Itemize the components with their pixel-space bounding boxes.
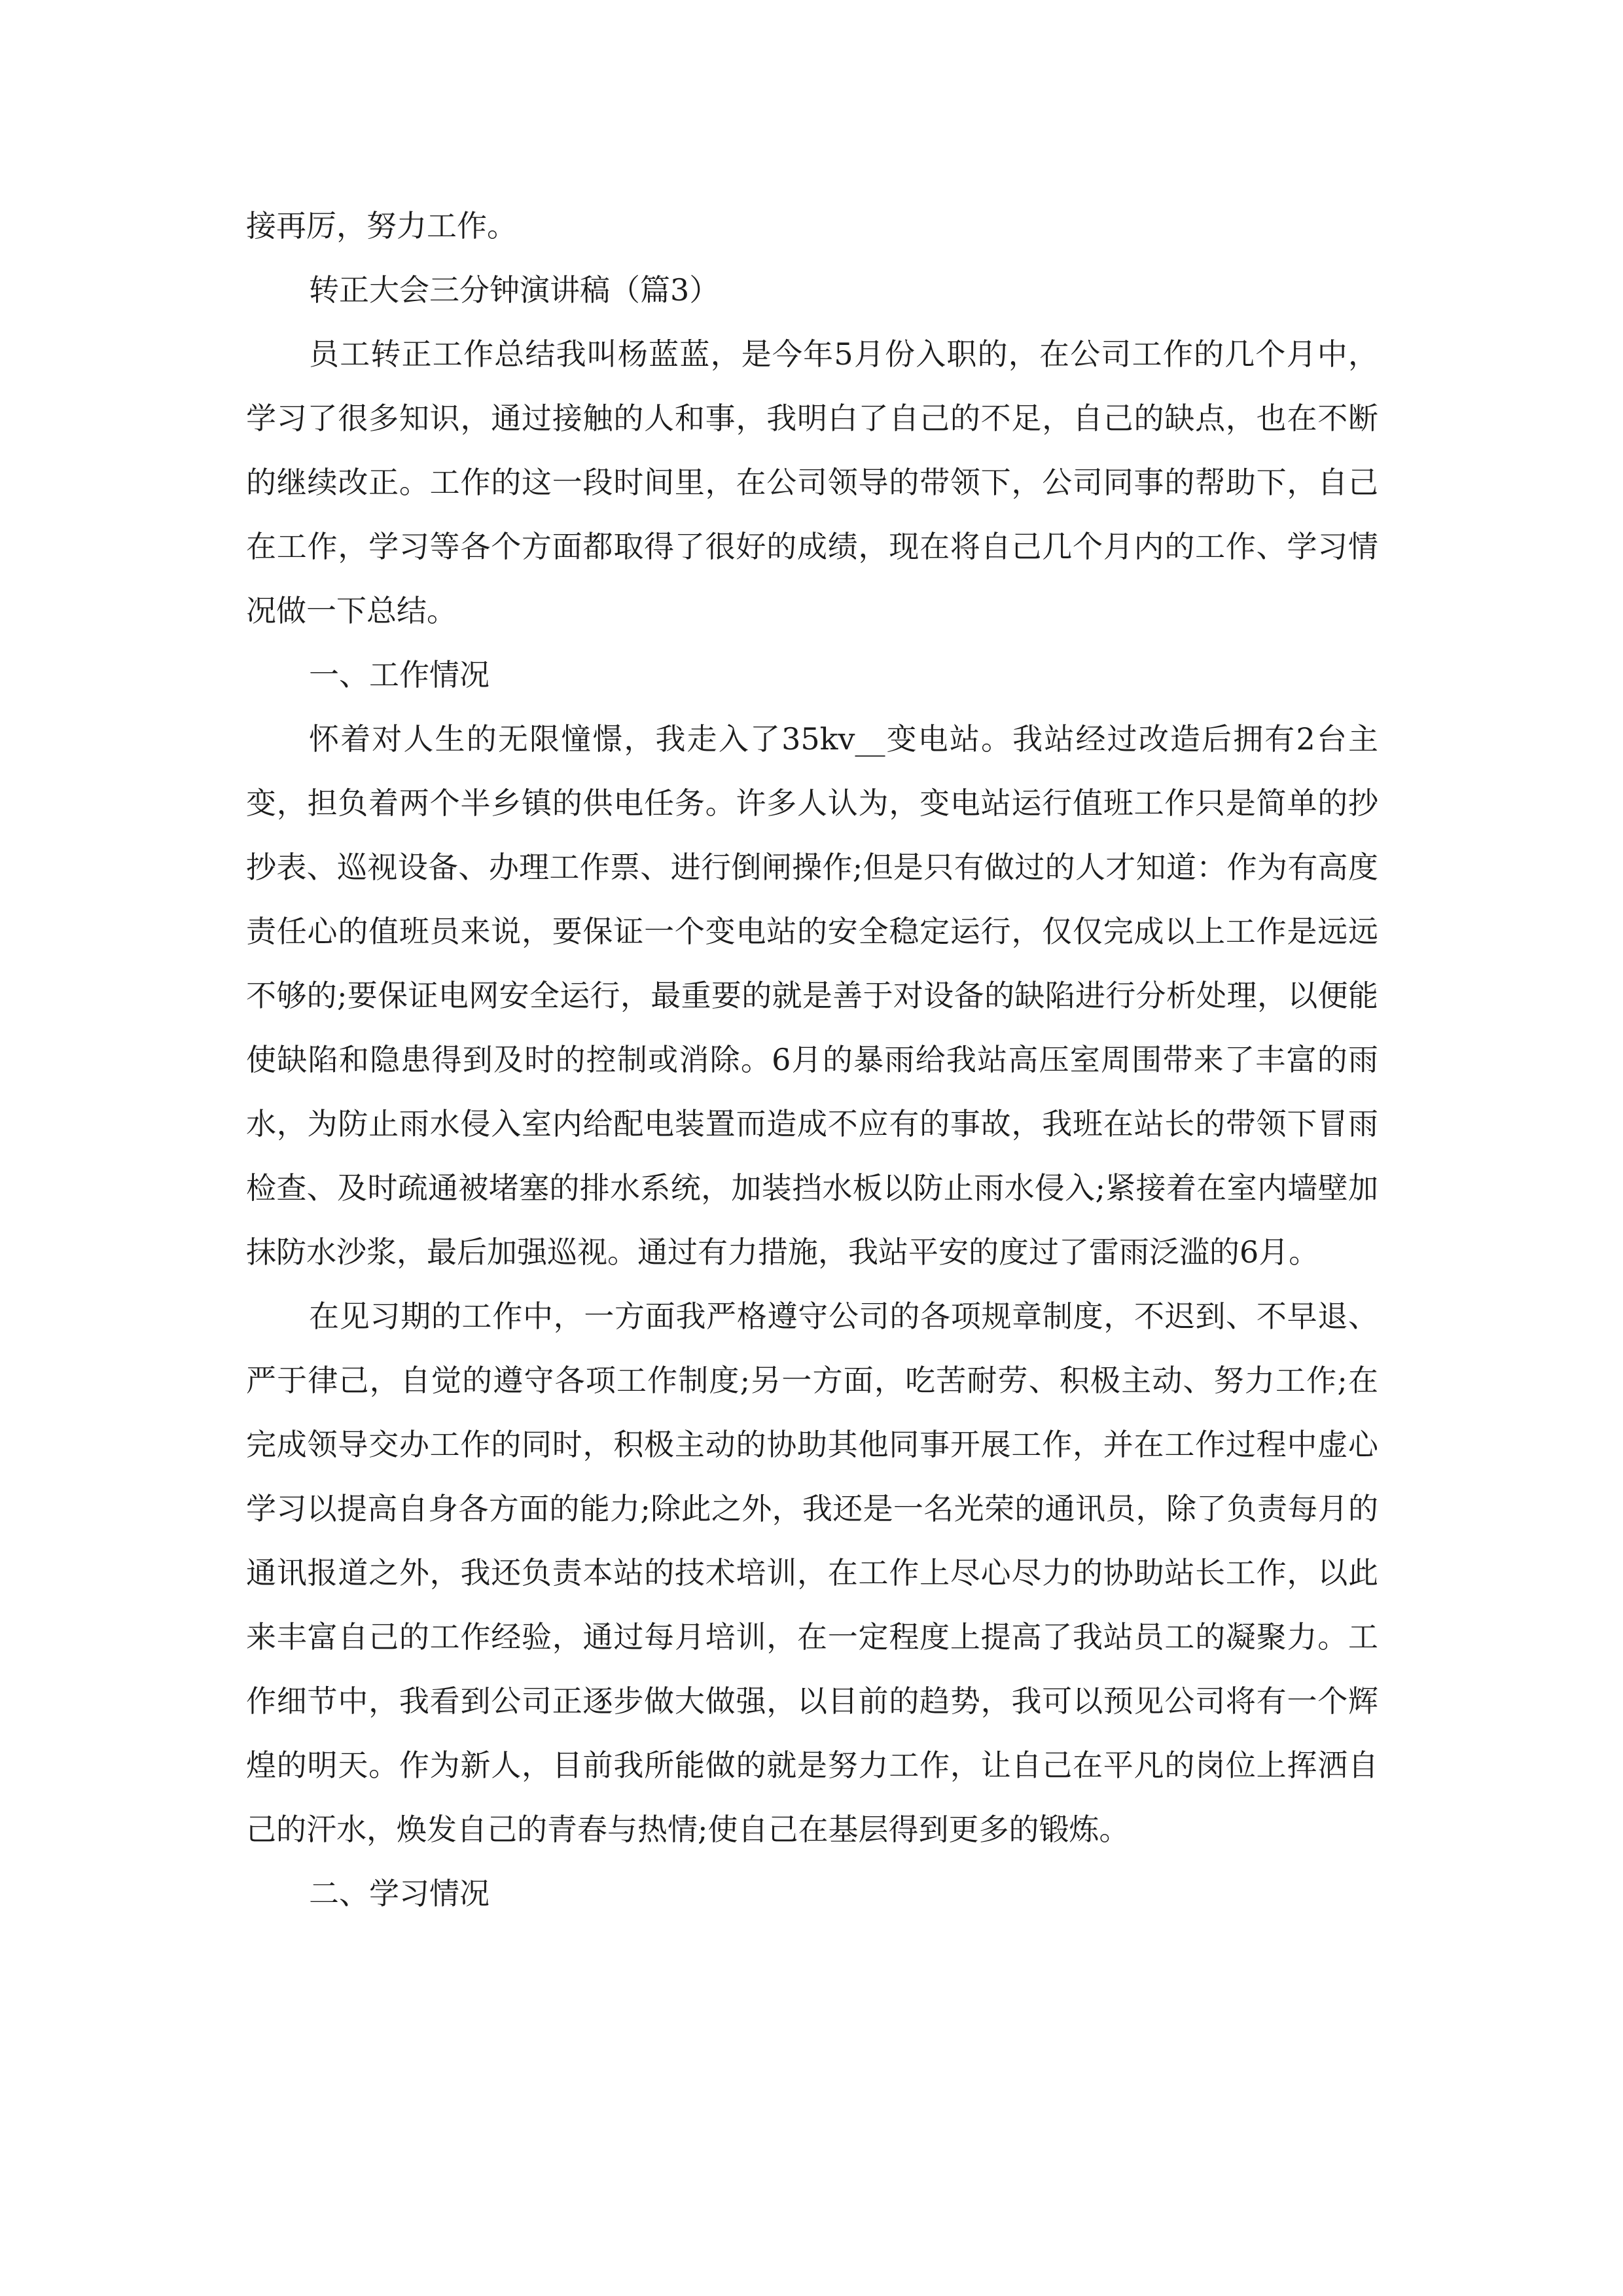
section-title: 转正大会三分钟演讲稿（篇3） xyxy=(309,272,720,308)
document-body xyxy=(246,194,1378,1926)
paragraph-continuation: 接再厉，努力工作。 xyxy=(246,208,517,243)
heading-study-status: 二、学习情况 xyxy=(309,1876,490,1911)
paragraph-probation-work: 在见习期的工作中，一方面我严格遵守公司的各项规章制度，不迟到、不早退、严于律己，自觉的遵守各项工作制度;另一方面，吃苦耐劳、积极主动、努力工作;在完成领导交办工作的同时，积极主动的协助其他同事开展工作，并在工作过程中虚心学习以提高自身各方面的能力;除此之外，我还是一名光荣的通讯员，除了负责每月的通讯报道之外，我还负责本站的技术培训，在工作上尽心尽力的协助站长工作，以此来丰富自己的工作经验，通过每月培训，在一定程度上提高了我站员工的凝聚力。工作细节中，我看到公司正逐步做大做强，以目前的趋势，我可以预见公司将有一个辉煌的明天。作为新人，目前我所能做的就是努力工作，让自己在平凡的岗位上挥洒自己的汗水，焕发自己的青春与热情;使自己在基层得到更多的锻炼。 xyxy=(246,1299,1378,1847)
heading-work-status: 一、工作情况 xyxy=(309,657,490,692)
paragraph-intro: 员工转正工作总结我叫杨蓝蓝，是今年5月份入职的，在公司工作的几个月中，学习了很多知识，通过接触的人和事，我明白了自己的不足，自己的缺点，也在不断的继续改正。工作的这一段时间里，在公司领导的带领下，公司同事的帮助下，自己在工作，学习等各个方面都取得了很好的成绩，现在将自己几个月内的工作、学习情况做一下总结。 xyxy=(246,336,1378,628)
paragraph-work-details: 怀着对人生的无限憧憬，我走入了35kv__变电站。我站经过改造后拥有2台主变，担负着两个半乡镇的供电任务。许多人认为，变电站运行值班工作只是简单的抄抄表、巡视设备、办理工作票、进行倒闸操作;但是只有做过的人才知道：作为有高度责任心的值班员来说，要保证一个变电站的安全稳定运行，仅仅完成以上工作是远远不够的;要保证电网安全运行，最重要的就是善于对设备的缺陷进行分析处理，以便能使缺陷和隐患得到及时的控制或消除。6月的暴雨给我站高压室周围带来了丰富的雨水，为防止雨水侵入室内给配电装置而造成不应有的事故，我班在站长的带领下冒雨检查、及时疏通被堵塞的排水系统，加装挡水板以防止雨水侵入;紧接着在室内墙壁加抹防水沙浆，最后加强巡视。通过有力措施，我站平安的度过了雷雨泛滥的6月。 xyxy=(246,721,1378,1270)
